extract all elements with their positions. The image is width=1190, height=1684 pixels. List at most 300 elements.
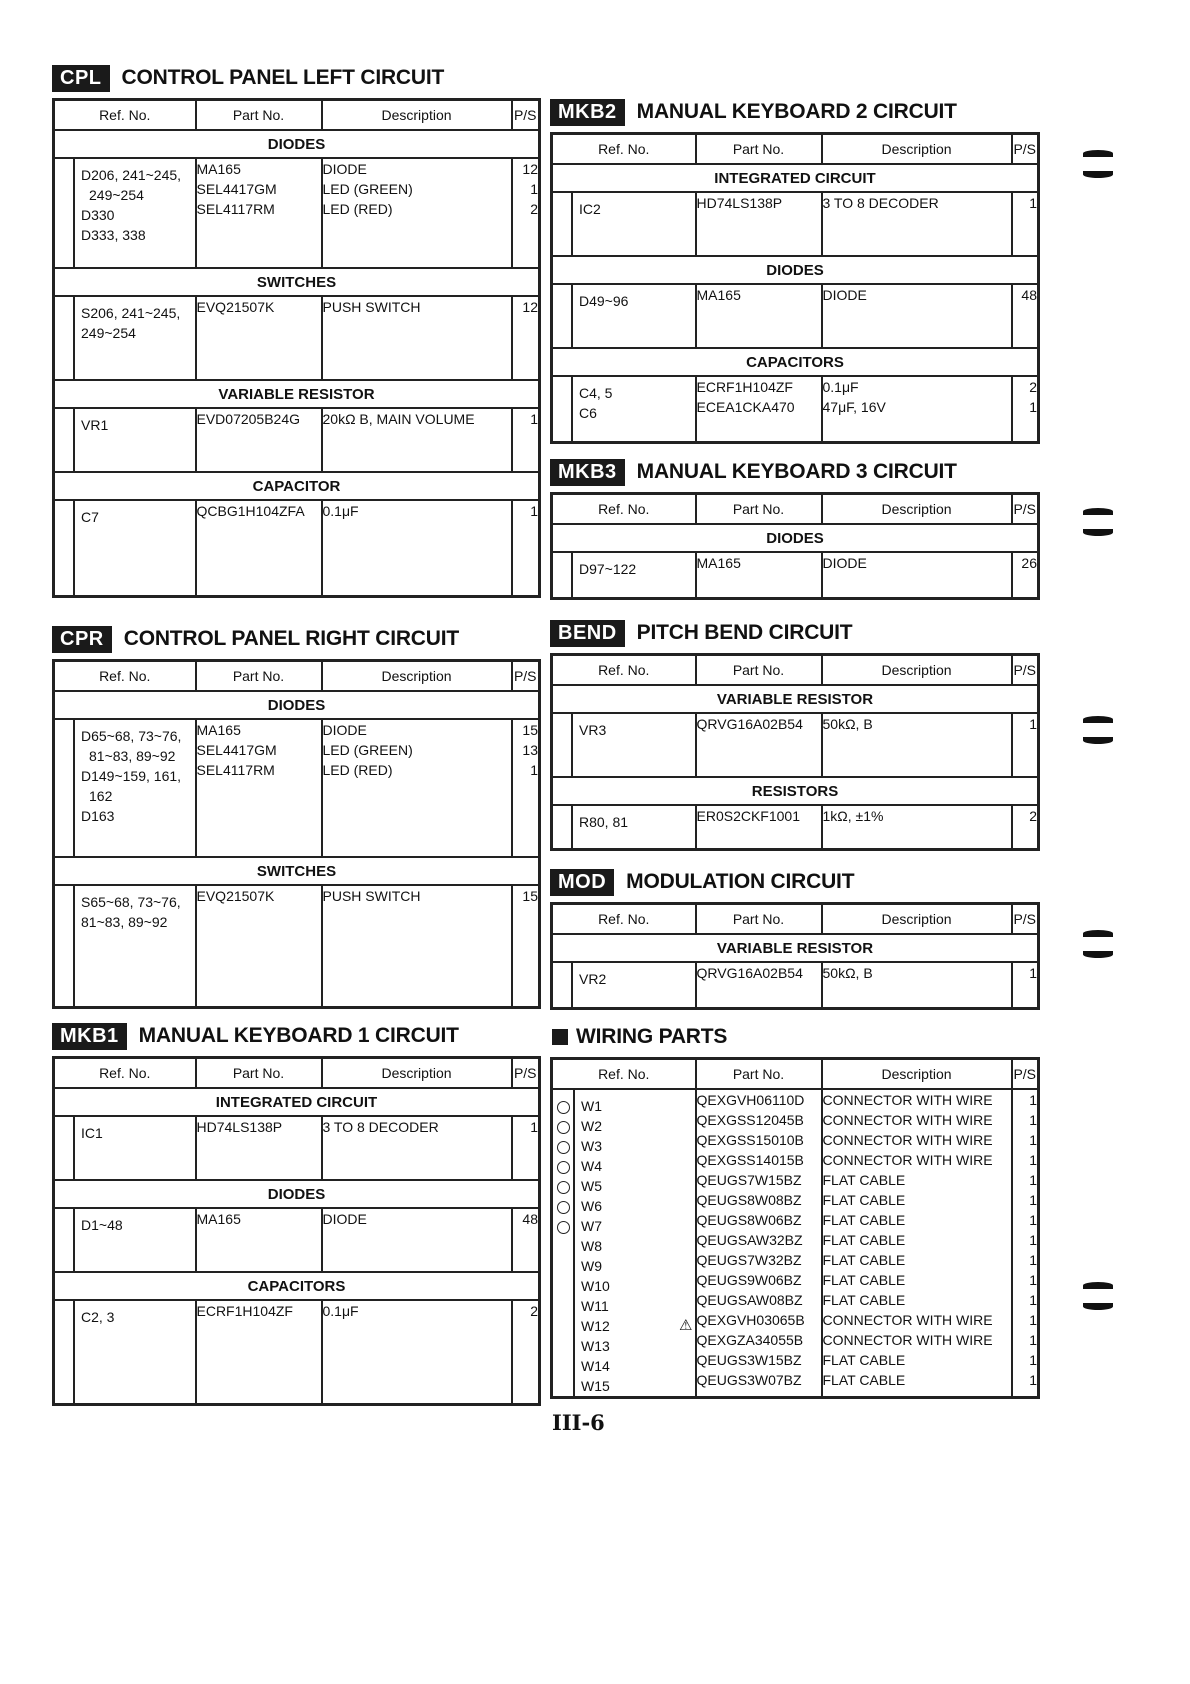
group-header-row <box>552 524 1039 552</box>
section-title: PITCH BEND CIRCUIT <box>636 621 853 644</box>
col-ps: P/S <box>512 1058 540 1089</box>
ps-value: 1 <box>1029 1232 1037 1248</box>
col-ref-no: Ref. No. <box>552 494 696 525</box>
ps-value: 1 <box>1029 1092 1037 1108</box>
mark-column <box>553 193 573 255</box>
part-no-cell <box>196 1208 322 1272</box>
part-no: QRVG16A02B54 <box>696 965 803 981</box>
description-cell <box>322 1208 512 1272</box>
part-no: HD74LS138P <box>196 1119 283 1135</box>
description: 50kΩ, B <box>822 965 873 981</box>
part-no: EVQ21507K <box>196 299 275 315</box>
section-bullet-icon <box>552 1029 568 1045</box>
ref-no: D206, 241~245, <box>81 167 182 183</box>
ref-no: R80, 81 <box>579 814 629 830</box>
table-row <box>552 552 1039 599</box>
wiring-parts <box>696 1089 822 1398</box>
table-header-row <box>552 494 1039 525</box>
group-title: INTEGRATED CIRCUIT <box>552 164 1039 192</box>
ref-no: 81~83, 89~92 <box>81 914 168 930</box>
section-title: CONTROL PANEL RIGHT CIRCUIT <box>123 627 459 650</box>
col-description: Description <box>822 1059 1012 1090</box>
group-title: DIODES <box>54 1180 540 1208</box>
part-no: ECRF1H104ZF <box>696 379 793 395</box>
col-description: Description <box>822 655 1012 686</box>
ref-no: 249~254 <box>81 325 136 341</box>
part-no: SEL4117RM <box>196 201 275 217</box>
description: DIODE <box>822 555 867 571</box>
section-title: MANUAL KEYBOARD 3 CIRCUIT <box>636 460 957 483</box>
ps-value: 13 <box>522 742 538 758</box>
table-row <box>552 713 1039 777</box>
col-ps: P/S <box>1012 655 1039 686</box>
section-tag: CPL <box>52 65 110 92</box>
circle-icon <box>557 1141 570 1154</box>
mark-column <box>55 886 75 1006</box>
ps-value: 12 <box>522 299 538 315</box>
description: FLAT CABLE <box>822 1372 906 1388</box>
group-header-row <box>552 685 1039 713</box>
description: FLAT CABLE <box>822 1192 906 1208</box>
section-header <box>550 458 1040 486</box>
col-description: Description <box>322 1058 512 1089</box>
circle-icon <box>557 1161 570 1174</box>
section-mkb1 <box>52 1022 541 1406</box>
mark-column <box>55 1209 75 1271</box>
section-bend <box>550 619 1040 851</box>
mark-column <box>553 377 573 441</box>
table-row <box>54 1116 540 1180</box>
ps-value: 1 <box>1029 195 1037 211</box>
ref-cell <box>54 1116 196 1180</box>
ps-value: 1 <box>1029 1312 1037 1328</box>
mark-column <box>55 1117 75 1179</box>
group-title: DIODES <box>54 691 540 719</box>
circle-icon <box>557 1181 570 1194</box>
part-no: QEXGVH06110D <box>696 1092 805 1108</box>
registration-mark <box>1083 1282 1113 1324</box>
section-header <box>52 1022 541 1050</box>
description: LED (RED) <box>322 762 393 778</box>
ps-value: 1 <box>530 1119 538 1135</box>
group-title: CAPACITORS <box>552 348 1039 376</box>
table-row <box>552 962 1039 1009</box>
part-no: MA165 <box>196 722 241 738</box>
description: FLAT CABLE <box>822 1252 906 1268</box>
ref-no: W2 <box>581 1118 602 1134</box>
description: 3 TO 8 DECODER <box>322 1119 439 1135</box>
group-title: DIODES <box>552 256 1039 284</box>
group-header-row <box>552 777 1039 805</box>
col-part-no: Part No. <box>196 661 322 692</box>
ref-cell <box>54 719 196 857</box>
description-cell <box>822 192 1012 256</box>
part-no: MA165 <box>696 555 741 571</box>
description: 0.1μF <box>822 379 859 395</box>
ps-value: 2 <box>530 201 538 217</box>
description: CONNECTOR WITH WIRE <box>822 1092 993 1108</box>
ps-value: 1 <box>530 411 538 427</box>
description-cell <box>822 962 1012 1009</box>
parts-table <box>550 653 1040 851</box>
table-row <box>552 805 1039 850</box>
registration-mark <box>1083 930 1113 972</box>
ps-value-cell <box>1012 805 1039 850</box>
group-title: VARIABLE RESISTOR <box>54 380 540 408</box>
table-header-row <box>54 1058 540 1089</box>
ps-value: 1 <box>1029 1212 1037 1228</box>
parts-table <box>52 1056 541 1406</box>
ref-no: D65~68, 73~76, <box>81 728 182 744</box>
part-no: QEUGSAW32BZ <box>696 1232 803 1248</box>
section-title: WIRING PARTS <box>576 1025 728 1048</box>
ref-no: D97~122 <box>579 561 637 577</box>
description: PUSH SWITCH <box>322 888 421 904</box>
mark-column <box>553 963 573 1007</box>
part-no: ECRF1H104ZF <box>196 1303 293 1319</box>
description: 50kΩ, B <box>822 716 873 732</box>
description: CONNECTOR WITH WIRE <box>822 1332 993 1348</box>
part-no: SEL4417GM <box>196 742 277 758</box>
description-cell <box>822 376 1012 443</box>
part-no: QEXGVH03065B <box>696 1312 805 1328</box>
parts-table <box>52 98 541 598</box>
ref-no: W10 <box>581 1278 610 1294</box>
ref-cell <box>54 500 196 597</box>
group-header-row <box>552 934 1039 962</box>
ref-no: 162 <box>89 788 113 804</box>
section-header <box>550 868 1040 896</box>
part-no-cell <box>196 719 322 857</box>
ref-cell <box>552 284 696 348</box>
circle-icon <box>557 1221 570 1234</box>
part-no-cell <box>696 376 822 443</box>
ref-no: W14 <box>581 1358 610 1374</box>
ref-no: W1 <box>581 1098 602 1114</box>
ps-value: 26 <box>1021 555 1037 571</box>
description-cell <box>822 284 1012 348</box>
description: DIODE <box>322 1211 367 1227</box>
col-description: Description <box>822 904 1012 935</box>
section-header <box>52 625 541 653</box>
section-mkb2 <box>550 98 1040 444</box>
table-row <box>552 376 1039 443</box>
ref-no: D333, 338 <box>81 227 146 243</box>
group-header-row <box>552 348 1039 376</box>
group-header-row <box>54 380 540 408</box>
group-title: INTEGRATED CIRCUIT <box>54 1088 540 1116</box>
table-row <box>54 296 540 380</box>
description: FLAT CABLE <box>822 1352 906 1368</box>
warning-icon: ⚠ <box>679 1317 693 1334</box>
section-tag: MKB1 <box>52 1023 127 1050</box>
page-number: III-6 <box>552 1410 605 1435</box>
ref-cell <box>552 376 696 443</box>
part-no-cell <box>196 500 322 597</box>
ps-value: 1 <box>1029 1352 1037 1368</box>
parts-table <box>550 902 1040 1010</box>
ps-value: 1 <box>1029 1172 1037 1188</box>
col-part-no: Part No. <box>196 1058 322 1089</box>
ps-value: 1 <box>1029 1112 1037 1128</box>
registration-mark <box>1083 150 1113 192</box>
part-no-cell <box>196 296 322 380</box>
col-ps: P/S <box>1012 494 1039 525</box>
mark-column <box>55 1301 75 1403</box>
description: DIODE <box>822 287 867 303</box>
part-no-cell <box>696 962 822 1009</box>
col-ref-no: Ref. No. <box>552 655 696 686</box>
col-ps: P/S <box>1012 904 1039 935</box>
ref-cell <box>54 1208 196 1272</box>
table-header-row <box>54 100 540 131</box>
ps-value: 1 <box>1029 1372 1037 1388</box>
col-part-no: Part No. <box>696 134 822 165</box>
table-row <box>54 1208 540 1272</box>
circle-icon <box>557 1201 570 1214</box>
col-part-no: Part No. <box>696 1059 822 1090</box>
ps-value: 1 <box>1029 1132 1037 1148</box>
ps-value-cell <box>1012 284 1039 348</box>
ps-value: 1 <box>1029 1332 1037 1348</box>
table-row <box>54 408 540 472</box>
ps-value: 1 <box>530 503 538 519</box>
ps-value-cell <box>512 158 540 268</box>
registration-mark <box>1083 508 1113 550</box>
ref-cell <box>54 296 196 380</box>
ps-value-cell <box>512 885 540 1008</box>
col-ref-no: Ref. No. <box>54 661 196 692</box>
section-cpr <box>52 625 541 1009</box>
table-row <box>54 719 540 857</box>
description: 20kΩ B, MAIN VOLUME <box>322 411 475 427</box>
part-no-cell <box>196 408 322 472</box>
description: 47μF, 16V <box>822 399 886 415</box>
ps-value: 2 <box>530 1303 538 1319</box>
part-no: SEL4117RM <box>196 762 275 778</box>
table-row <box>552 284 1039 348</box>
section-tag: CPR <box>52 626 112 653</box>
wiring-body <box>552 1089 1039 1398</box>
ref-no: W12 <box>581 1318 610 1334</box>
ps-value-cell <box>512 1300 540 1405</box>
section-tag: MOD <box>550 869 614 896</box>
ps-value-cell <box>512 1208 540 1272</box>
col-part-no: Part No. <box>696 655 822 686</box>
ref-no: C2, 3 <box>81 1309 115 1325</box>
ref-cell <box>54 158 196 268</box>
ref-no: C7 <box>81 509 99 525</box>
ref-no: D49~96 <box>579 293 629 309</box>
description-cell <box>322 1116 512 1180</box>
description-cell <box>822 713 1012 777</box>
ref-cell <box>54 1300 196 1405</box>
part-no: QEXGSS15010B <box>696 1132 804 1148</box>
description: FLAT CABLE <box>822 1292 906 1308</box>
part-no: QEUGS9W06BZ <box>696 1272 802 1288</box>
part-no: QEUGS8W08BZ <box>696 1192 802 1208</box>
ps-value-cell <box>1012 192 1039 256</box>
description: LED (GREEN) <box>322 181 413 197</box>
ref-cell <box>552 805 696 850</box>
col-ps: P/S <box>512 661 540 692</box>
description: FLAT CABLE <box>822 1272 906 1288</box>
table-row <box>54 500 540 597</box>
mark-column <box>553 553 573 597</box>
ps-value-cell <box>1012 713 1039 777</box>
parts-table <box>550 132 1040 444</box>
wire-mark <box>553 1136 573 1156</box>
ref-no: VR3 <box>579 722 607 738</box>
ps-value: 1 <box>1029 1252 1037 1268</box>
section-header <box>550 619 1040 647</box>
group-title: DIODES <box>552 524 1039 552</box>
part-no: QEUGS7W32BZ <box>696 1252 802 1268</box>
section-tag: BEND <box>550 620 625 647</box>
mark-column <box>553 806 573 848</box>
group-header-row <box>54 857 540 885</box>
col-ps: P/S <box>512 100 540 131</box>
part-no: QEXGSS14015B <box>696 1152 804 1168</box>
part-no: QEUGS8W06BZ <box>696 1212 802 1228</box>
part-no: EVQ21507K <box>196 888 275 904</box>
ref-no: D1~48 <box>81 1217 123 1233</box>
description: 0.1μF <box>322 503 359 519</box>
part-no-cell <box>696 713 822 777</box>
section-title: CONTROL PANEL LEFT CIRCUIT <box>121 66 445 89</box>
description-cell <box>822 552 1012 599</box>
ref-cell <box>54 408 196 472</box>
table-row <box>54 158 540 268</box>
ps-value-cell <box>512 1116 540 1180</box>
description: 1kΩ, ±1% <box>822 808 884 824</box>
description: CONNECTOR WITH WIRE <box>822 1112 993 1128</box>
section-cpl <box>52 64 541 598</box>
ref-no: W15 <box>581 1378 610 1394</box>
mark-column <box>55 409 75 471</box>
mark-column <box>553 285 573 347</box>
ref-no: 249~254 <box>89 187 144 203</box>
wire-mark <box>553 1156 573 1176</box>
ps-value: 2 <box>1029 808 1037 824</box>
table-row <box>54 1300 540 1405</box>
mark-column <box>55 297 75 379</box>
description: DIODE <box>322 722 367 738</box>
group-header-row <box>54 130 540 158</box>
mark-column <box>55 501 75 595</box>
table-header-row <box>54 661 540 692</box>
wiring-table <box>550 1057 1040 1399</box>
part-no: QRVG16A02B54 <box>696 716 803 732</box>
section-title: MANUAL KEYBOARD 2 CIRCUIT <box>636 100 957 123</box>
group-title: DIODES <box>54 130 540 158</box>
ps-value: 1 <box>1029 1292 1037 1308</box>
section-header <box>52 64 541 92</box>
part-no: MA165 <box>696 287 741 303</box>
ref-no: IC2 <box>579 201 601 217</box>
description: FLAT CABLE <box>822 1232 906 1248</box>
part-no-cell <box>696 192 822 256</box>
section-tag: MKB2 <box>550 99 625 126</box>
col-ps: P/S <box>1012 1059 1039 1090</box>
col-ref-no: Ref. No. <box>552 1059 696 1090</box>
section-tag: MKB3 <box>550 459 625 486</box>
description: CONNECTOR WITH WIRE <box>822 1312 993 1328</box>
ref-no: W7 <box>581 1218 602 1234</box>
table-header-row <box>552 134 1039 165</box>
wire-mark <box>553 1116 573 1136</box>
ps-value: 48 <box>522 1211 538 1227</box>
ref-cell <box>552 713 696 777</box>
description: LED (GREEN) <box>322 742 413 758</box>
col-ref-no: Ref. No. <box>54 100 196 131</box>
part-no: ER0S2CKF1001 <box>696 808 801 824</box>
wire-mark <box>553 1096 573 1116</box>
description: FLAT CABLE <box>822 1212 906 1228</box>
ps-value: 1 <box>1029 1192 1037 1208</box>
section-wiring <box>550 1023 1040 1399</box>
part-no: ECEA1CKA470 <box>696 399 795 415</box>
description-cell <box>322 296 512 380</box>
group-title: CAPACITORS <box>54 1272 540 1300</box>
col-description: Description <box>322 661 512 692</box>
group-header-row <box>54 1180 540 1208</box>
section-header <box>550 98 1040 126</box>
description-cell <box>322 885 512 1008</box>
group-header-row <box>552 256 1039 284</box>
part-no-cell <box>696 552 822 599</box>
ref-no: W13 <box>581 1338 610 1354</box>
wiring-ps <box>1012 1089 1039 1398</box>
mark-column <box>553 714 573 776</box>
wire-mark <box>553 1196 573 1216</box>
description-cell <box>322 158 512 268</box>
part-no: MA165 <box>196 161 241 177</box>
group-header-row <box>54 1272 540 1300</box>
ref-cell <box>552 962 696 1009</box>
description: 3 TO 8 DECODER <box>822 195 939 211</box>
part-no-cell <box>196 1116 322 1180</box>
table-header-row <box>552 904 1039 935</box>
wiring-descs <box>822 1089 1012 1398</box>
group-header-row <box>54 472 540 500</box>
group-title: VARIABLE RESISTOR <box>552 934 1039 962</box>
part-no: QEXGSS12045B <box>696 1112 804 1128</box>
ref-cell <box>552 552 696 599</box>
col-description: Description <box>822 494 1012 525</box>
table-row <box>552 192 1039 256</box>
wiring-refs <box>575 1090 695 1396</box>
col-description: Description <box>822 134 1012 165</box>
ps-value: 12 <box>522 161 538 177</box>
col-description: Description <box>322 100 512 131</box>
ref-no: W6 <box>581 1198 602 1214</box>
ps-value-cell <box>512 719 540 857</box>
group-header-row <box>54 1088 540 1116</box>
table-header-row <box>552 1059 1039 1090</box>
ref-no: D330 <box>81 207 115 223</box>
ps-value-cell <box>1012 376 1039 443</box>
ref-cell <box>552 192 696 256</box>
ps-value: 1 <box>530 181 538 197</box>
group-header-row <box>552 164 1039 192</box>
table-header-row <box>552 655 1039 686</box>
group-title: SWITCHES <box>54 268 540 296</box>
ref-no: W9 <box>581 1258 602 1274</box>
ref-no: W11 <box>581 1298 609 1314</box>
col-part-no: Part No. <box>696 904 822 935</box>
ps-value-cell <box>1012 962 1039 1009</box>
